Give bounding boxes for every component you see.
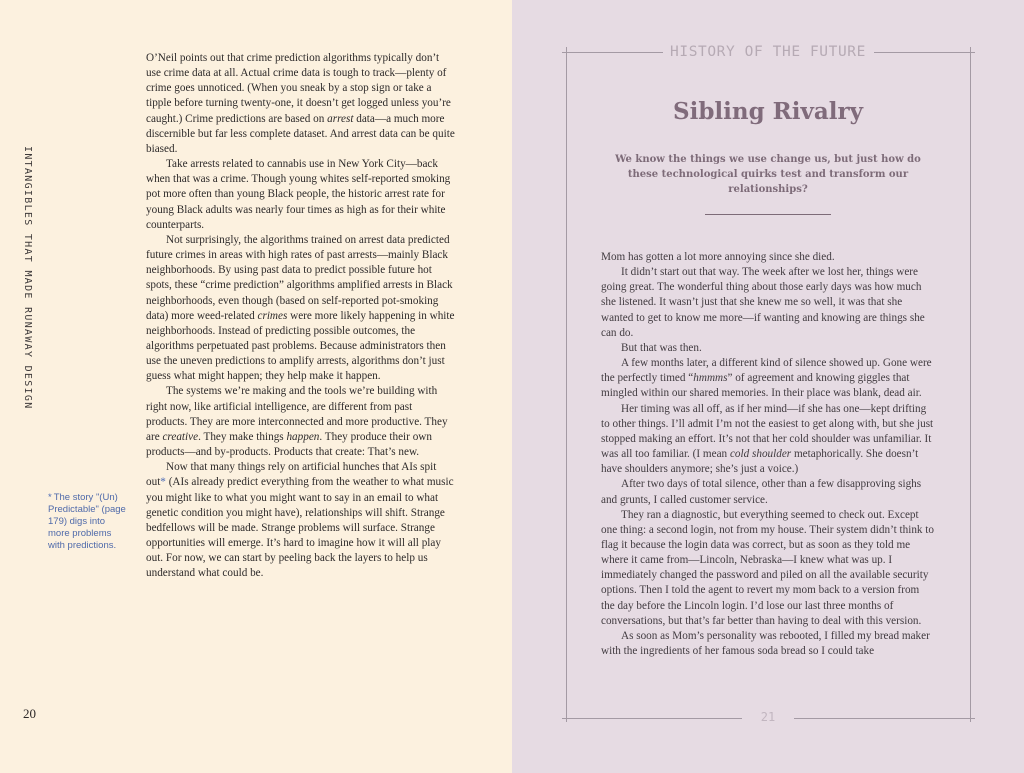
text-run: (AIs already predict everything from the weather to what music you might like to what you might want to say in an email to what genetic condition you might have), relationships will shift. Strange bedfellows will be made. Strange problems will surface. Strange opportunities will emerge. It’s hard to imagine how it will all play out. For now, we can start by peeling back the layers to help us understand what could be. <box>146 476 454 580</box>
text-run: were more likely happening in white neighborhoods. Instead of predicting possible outcomes, the algorithms perpetuated past problems. Because administrators then use the uneven predictions to amplify arrests, algorithms don’t just guess what might happen; they help make it happen. <box>146 309 455 383</box>
frame-top-right-rule <box>874 52 975 53</box>
italic-text: cold shoulder <box>729 448 792 461</box>
paragraph <box>146 157 456 233</box>
paragraph <box>146 460 456 581</box>
text-run: It didn’t start out that way. The week after we lost her, things were going great. The wonderful thing about those early days was how much she listened. It wasn’t just that she knew me so well, it was that she wanted to get to know me more—if wanting and knowing are things she can do. <box>601 266 925 339</box>
chapter-deck: We know the things we use change us, but just how do these technological quirks test and transform our relationships? <box>615 154 921 195</box>
frame-bottom-left-rule <box>562 718 742 719</box>
text-run: A few months later, a different kind of silence showed up. Gone were the perfectly timed “ <box>601 357 932 385</box>
text-run: metaphorically. She doesn’t have shoulders anymore; she’s just a voice.) <box>601 448 919 476</box>
frame-left-rule <box>566 47 567 722</box>
italic-text: hmmms <box>693 372 728 385</box>
chapter-title: Sibling Rivalry <box>672 98 864 125</box>
text-run: They ran a diagnostic, but everything seemed to check out. Except one thing: a second login, not from my house. Their system didn’t think to flag it because the login data was correct, but as soon as they told me where it came from—Lincoln, Nebraska—I knew what was up. I immediately changed the password and piled on all the available security options. Then I told the agent to revert my mom back to a version from the day before the Lincoln login. I’d lose our last three months of conversations, but that’s far better than having to deal with this version. <box>601 508 935 627</box>
page-number-left: 20 <box>23 706 36 721</box>
paragraph <box>601 341 934 356</box>
text-run: data—a much more discernible but far less complete dataset. And arrest data can be quite biased. <box>146 112 455 155</box>
paragraph <box>601 629 934 659</box>
italic-text: arrest <box>327 112 354 125</box>
title-divider <box>705 214 831 215</box>
text-run: The systems we’re making and the tools we’re building with right now, like artificial intelligence, are different from past products. They are more interconnected and more productive. They are <box>146 385 448 443</box>
italic-text: crimes <box>257 309 288 322</box>
text-run: . They make things <box>198 430 287 443</box>
text-run: But that was then. <box>621 341 702 354</box>
sidenote-text: The story "(Un) Predictable" (page 179) digs into more problems with predictions. <box>48 492 126 551</box>
paragraph <box>601 508 934 629</box>
text-run: Her timing was all off, as if her mind—if she has one—kept drifting to other things. I’ll admit I’m not the easiest to get along with, but she just stopped making an effort. It’s not that her cold shoulder was unfamiliar. It was all too familiar. (I mean <box>601 402 934 461</box>
italic-text: creative <box>162 430 199 443</box>
paragraph <box>146 51 456 157</box>
frame-right-rule <box>970 47 971 722</box>
paragraph <box>601 402 934 478</box>
italic-text: happen <box>286 430 320 443</box>
star-icon: * <box>160 476 166 489</box>
text-run: Now that many things rely on artificial hunches that AIs spit out <box>146 461 437 489</box>
text-run: . They produce their own products—and by-products. Products that create: That’s new. <box>146 430 432 459</box>
text-run: As soon as Mom’s personality was rebooted, I filled my bread maker with the ingredients of her famous soda bread so I could take <box>601 629 930 658</box>
text-run: ” of agreement and knowing giggles that mingled within our shared memories. In their place was blank, dead air. <box>601 372 922 400</box>
page-number-right: 21 <box>760 710 776 724</box>
text-run: O’Neil points out that crime prediction algorithms typically don’t use crime data at all. Actual crime data is tough to track—plenty of crime goes unnoticed. (When you sneak by a stop sign or take a tipple before turning twenty-one, it doesn’t get logged unless you’re caught.) Crime predictions are based on <box>146 52 451 125</box>
paragraph <box>601 265 934 341</box>
series-title: HISTORY OF THE FUTURE <box>670 44 866 60</box>
text-run: Mom has gotten a lot more annoying since she died. <box>601 251 835 263</box>
text-run: After two days of total silence, other than a few disapproving sighs and grunts, I called customer service. <box>601 478 922 506</box>
left-body-text <box>146 51 456 581</box>
text-run: Take arrests related to cannabis use in New York City—back when that was a crime. Though young whites self-reported smoking pot more often than young Black people, the historic arrest rate for young Black adults was nearly four times as high as for their white counterparts. <box>146 158 451 231</box>
paragraph <box>601 250 934 265</box>
sidenote <box>48 492 126 552</box>
frame-top-left-rule <box>562 52 663 53</box>
star-icon: * <box>48 492 52 503</box>
running-head: INTANGIBLES THAT MADE RUNAWAY DESIGN <box>22 146 33 410</box>
right-body-text <box>601 250 934 659</box>
paragraph <box>146 384 456 460</box>
frame-bottom-right-rule <box>794 718 975 719</box>
text-run: Not surprisingly, the algorithms trained on arrest data predicted future crimes in areas with high rates of past arrests—mainly Black neighborhoods. By using past data to predict possible future hot spots, these “crime prediction” algorithms amplified arrests in Black neighborhoods, even though (based on self-reported pot-smoking data) more weed-related <box>146 233 453 322</box>
paragraph <box>601 356 934 401</box>
paragraph <box>601 477 934 507</box>
paragraph <box>146 233 456 385</box>
